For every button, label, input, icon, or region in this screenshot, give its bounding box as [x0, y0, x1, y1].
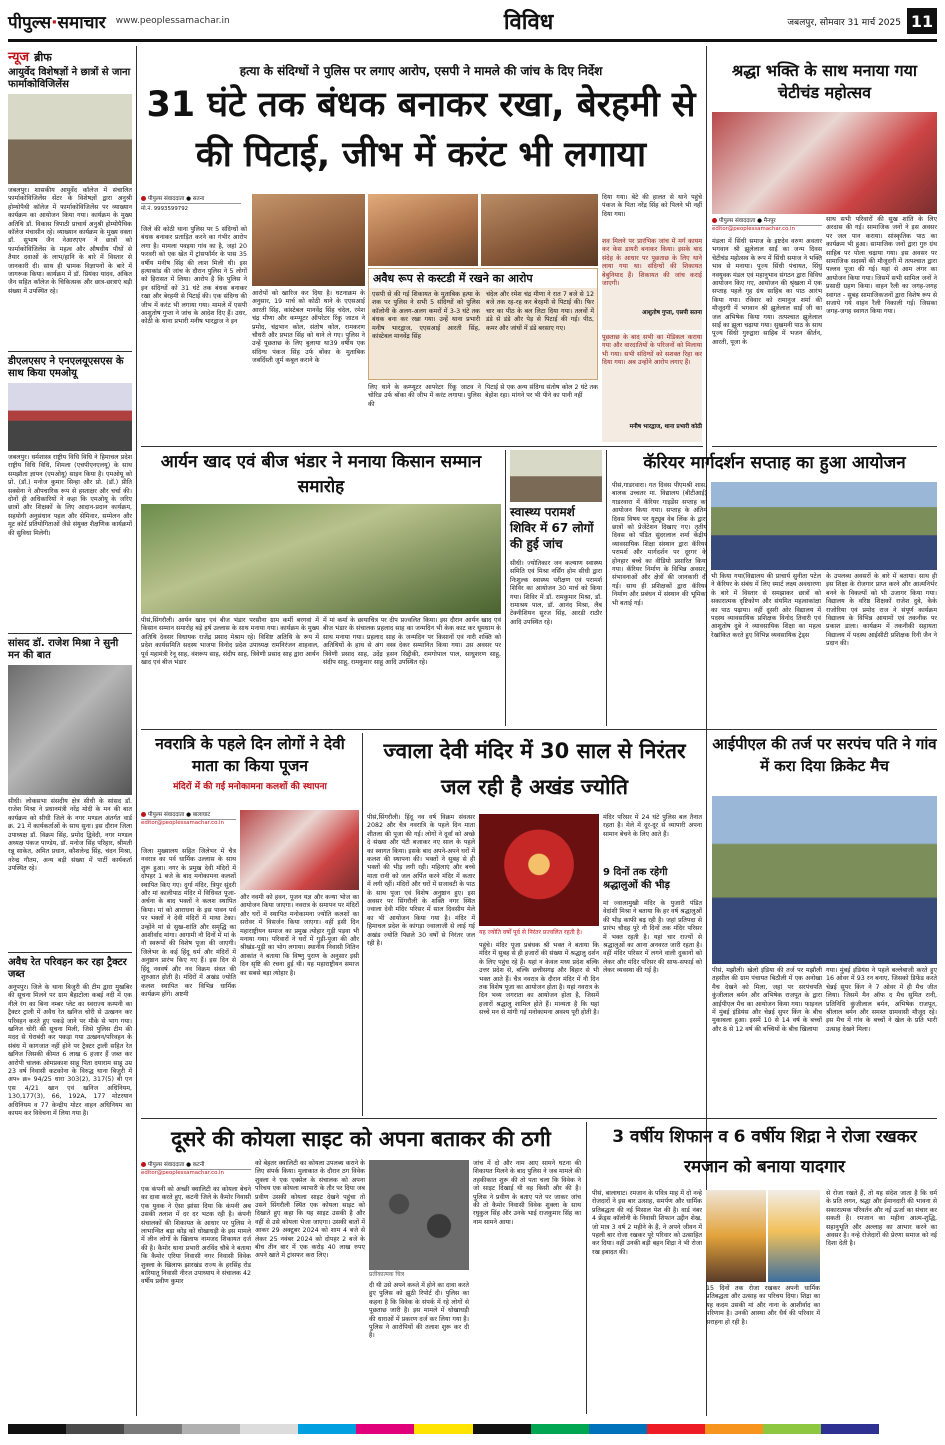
chetichand-headline: श्रद्धा भक्ति के साथ मनाया गया चेटीचंड महोत्सव	[731, 61, 918, 102]
color-swatch	[531, 1424, 589, 1434]
roza-photo-2	[768, 1190, 820, 1282]
navratri-byline-name: पीपुल्स संवाददाता	[148, 812, 185, 818]
roza-body-1: पीसं, बालाघाट। रमजान के पवित्र माह में दो नन्हे रोजदारों ने इस बार उत्साह, समर्पण और धार्मिक प्रतिबद्धता की नई मिसाल पेश की है। वार्ड नंबर 4 फ्रेंड्स कॉलोनी के निवासी शिफान उद्दीन शेख, जो मात्र 3 वर्ष 2 महीने के हैं, ने अपने जीवन में पहली बार रोजा रखकर पूरे परिवार को उत्साहित कर दिया। वहीं उनकी बड़ी बहन शिद्रा ने भी रोजा रख इबादत की।	[592, 1190, 705, 1256]
lead-body-4: पिटाई से एक अन्य संदिग्ध संतोष कोल 2 घंटे तक बेहोश रहा। मांगने पर भी पीने का पानी नहीं	[485, 384, 601, 400]
color-swatch	[589, 1424, 647, 1434]
lead-sub-box-title: अवैध रूप से कस्टडी में रखने का आरोप	[369, 269, 597, 288]
lead-quote-2	[602, 334, 705, 442]
color-swatch	[356, 1424, 414, 1434]
lead-photo-2	[368, 194, 478, 266]
coal-byline-box	[141, 1160, 251, 1184]
brand-logo	[8, 10, 106, 33]
color-swatch	[298, 1424, 356, 1434]
lead-sub-box-right: चंदेल और रमेश चंद्र मीणा ने रात 7 बजे से 12 बजे तक रह-रह कर बेरहमी से पिटाई की। फिर चार का पीठ के बल लिटा दिया गया। तलवों में डंडे से डंडे और पेड़ से पिटाई की गई। पीठ, कमर और जांघों में डंडे बरसाए गए।	[486, 291, 597, 332]
lead-quote-1-name: आशुतोष गुप्ता, एसपी सतना	[642, 310, 702, 316]
jwala-body-4: मां ज्वालामुखी मंदिर के पुजारी पंडित वेदांशी मिश्रा ने बताया कि हर वर्ष श्रद्धालुओं की भीड़ काफी बढ़ रही है। जहां प्रतिपदा से प्रारंभ चौदह पूरे नौ दिनों तक मंदिर परिसर में भक्त रहती है। यहां चार राज्यों से श्रद्धालुओं का आना अनवरत जारी रहता है। वहीं मंदिर परिसर में लगने वाली दुकानों को लेकर और मंदिर परिसर की साफ-सफाई को लेकर व्यवस्था की गई है।	[603, 900, 705, 975]
lead-sub-box-left: एसपी से की गई शिकायत के मुताबिक हत्या के शक पर पुलिस ने सभी 5 संदिग्धों को पुलिस कॉलोनी के अलग-अलग कमरों में 3-3 घंटे तक बंधक बना कर रखा गया। उन्हें थाना प्रभारी मनीष भारद्वाज, एएसआई आरती सिंह, कांस्टेबल मानवेंद्र सिंह	[372, 291, 483, 341]
chetichand-byline-name: पीपुल्स संवाददाता	[719, 218, 756, 224]
lead-headline: 31 घंटे तक बंधक बनाकर रखा, बेरहमी से की पिटाई, जीभ में करंट भी लगाया	[146, 85, 696, 175]
navratri-headline-box	[141, 733, 359, 803]
coal-body-1: एक कंपनी को अच्छी क्वालिटी का कोयला बेचने का दावा करते हुए, कटनी जिले के कैमोर निवासी एक युवक ने ऐसा झांसा दिया कि कंपनी अब उसकी तलाश में दर दर भटक रही है। कंपनी संचालकों की शिकायत के आधार पर पुलिस ने लाभान्वित बड़ा कोड़ को धोखाधड़ी के इस मामले में लीन लोगों के खिलाफ नामजद शिकायत दर्ज की है। कैमोर थाना प्रभारी अरविंद चौबे ने बताया कि कैमोर एरिया निवासी नगर निवासी विवेक शुक्ला के खिलाफ झारखंड राज्य के हरसिंह रोड बारियातू निवासी नीरज उपाध्याय ने संचालक 42 वर्षीय प्रवीण कुमार	[141, 1186, 254, 1286]
navratri-headline: नवरात्रि के पहले दिन लोगों ने देवी माता का किया पूजन	[155, 735, 345, 775]
lead-quote-1	[602, 238, 705, 330]
roza-headline-box	[592, 1122, 937, 1186]
jwala-headline-box	[367, 733, 702, 811]
roza-body-2: 15 दिनों तक रोजा रखकर अपनी धार्मिक प्रतिबद्धता और उत्साह का परिचय दिया। शिद्रा का यह कदम उसकी मां और नाना के आशीर्वाद का परिणाम है। उनकी आस्था और धैर्य की परिवार में सराहना हो रही है।	[706, 1285, 823, 1326]
news-brief-label	[8, 46, 132, 65]
masthead-rule	[8, 39, 937, 42]
career-photo	[711, 482, 937, 570]
color-swatch	[182, 1424, 240, 1434]
career-body-1: पीसं,गाडरवारा। गत दिवस पीएमश्री शास. बालक उच्चतर मा. विद्यालय (बीटीआई) गाडरवारा में कॅरियर गाइडेंस सप्ताह का आयोजन किया गया। सप्ताह के अंतिम दिवस विषय पर यूट्यूब वेब लिंक के द्वारा छात्रों को प्रेजेंटेशन दिखाए गए। तृतीय दिवस को पंडित सुंदरलाल शर्मा केंद्रीय व्यावसायिक शिक्षा संस्थान द्वारा कॅरियर परामर्श और मार्गदर्शन पर दूरगर के होनहार बच्चे का वीडियो प्रसारित किया गया। कॅरियर निर्माण के विभिन्न अवसर, संभावनाओं और क्षेत्रों की जानकारी दी गई। साथ ही प्रशिक्षकों द्वारा कॅरियर निर्माण और प्रबंधन में संस्थान की भूमिका भी बताई गई।	[612, 482, 710, 607]
color-swatch	[763, 1424, 821, 1434]
jwala-body-2: पहुंचे। मंदिर पूजा प्रबंधक श्री भक्त ने बताया कि मंदिर में सुबह से ही हजारों की संख्या में श्रद्धालु दर्शन के लिए पहुंच रहे हैं। यहां न केवल मध्य प्रदेश बल्कि उत्तर प्रदेश से, बल्कि छत्तीसगढ़ और बिहार से भी भक्त आते हैं। चैत्र नवरात्र के दौरान मंदिर में नौ दिन तक विशेष पूजा का आयोजन होता है। यहां नवरात्र के दिन भव्य जगराता का आयोजन होता है, जिसमें हजारों श्रद्धालु शामिल होते हैं। मान्यता है कि यहां सच्चे मन से मांगी गई मनोकामना अवश्य पूरी होती है।	[479, 942, 602, 1017]
kisan-headline: आर्यन खाद एवं बीज भंडार ने मनाया किसान सम्मान समारोह	[160, 452, 482, 497]
navratri-body-1: जिला मुख्यालय सहित जिलेभर में चैत्र नवरात्र का पर्व धार्मिक उल्लास के साथ शुरू हुआ। नगर के प्रमुख देवी मंदिरों में दोपहर 1 बजे के बाद मनोकामना कलशों स्थापित किए गए। दुर्गा मंदिर, त्रिपुर सुंदरी और मां कालीपाठ मंदिर में विधिवत पूजा-अर्चना के बाद भक्तों ने कलश स्थापित किया। मां को आराधना के इस पावन पर्व पर भक्तों ने देवी मंदिरों में माथा टेका। उन्होंने मां से सुख-शांति और समृद्धि का आशीर्वाद मांगा। आगामी नौ दिनों में मां के नौ स्वरूपों की विशेष पूजा की जाएगी। जिलेभर के कई हिंदू धर्म और मंदिरों में अनुष्ठान प्रारंभ किए गए हैं। इस दिन से हिंदू नववर्ष और नव विक्रम संवत की शुरुआत होती है। मंदिरों में अखंड ज्योति कलश स्थापित कर विभिन्न धार्मिक कार्यक्रम होंगे। अष्टमी	[141, 848, 239, 998]
chetichand-body-2: साथ सभी परिवारों की सुख शांति के लिए अरदास की गई। सामाजिक जनों ने इस अवसर पर जल पान कराया। सांस्कृतिक पाठ का कार्यक्रम भी हुआ। सामाजिक जनों द्वारा गुरु ग्रंथ साहिब पर पोला चढ़ाया गया। इस अवसर पर सामाजिक सदस्यों की मौजूदगी में तत्पश्चात द्वारा पल्लव पूजा की गई। यहां से आम लंगर का आयोजन किया गया। जिसमें सभी सामिल जनों ने प्रसादी ग्रहण किया। वाहन रैली का जगह-जगह स्वागत - सुबह सामाजिकजनों द्वारा विशेष रूप से सजाये गये वाहन रैली निकाली गई। जिसका जगह-जगह स्वागत किया गया।	[826, 216, 940, 316]
news-brief-word: न्यूज	[8, 50, 30, 65]
dateline: जबलपुर, सोमवार 31 मार्च 2025	[787, 17, 901, 28]
ipl-body-2: गया। मुंबई इंडियंस ने पहले बल्लेबाजी करते हुए 16 ओवर में 93 रन बनाए, जिसको डिफेंड करते चेन्नई सुपर किंग ने 7 ओवर में ही मैच जीत लिया। जिसमें मैन ऑफ द मैच सुमित रानी, प्रतिनिधि कुंजीलाल बर्मन, अभिषेक राजपूत, श्रीलाल बर्मन और समस्त ग्रामवासी मौजूद रहे। इस मैच में गांव के बच्चों ने खेल के प्रति भारी उत्साह देखने मिला।	[826, 967, 940, 1033]
lead-photo-3	[481, 194, 598, 266]
section-title: विविध	[503, 10, 554, 35]
lead-quote-2-name: मनीष भारद्वाज, थाना प्रभारी कोठी	[629, 424, 702, 430]
ipl-photo	[712, 796, 937, 964]
chetichand-photo	[712, 112, 937, 214]
lead-byline-name: पीपुल्स संवाददाता	[148, 196, 185, 202]
coal-photo	[369, 1160, 469, 1270]
jwala-sub-box	[603, 866, 702, 898]
color-swatch	[705, 1424, 763, 1434]
side-story2-headline: डीएलएसए ने एनएलयूएसएस के साथ किया एमओयू	[8, 356, 124, 379]
lead-body-1: जिले की कोठी थाना पुलिस पर 5 संदिग्धों को बंधक बनाकर प्रताड़ित करने का गंभीर आरोप लगा है। मामला पवइया गांव का है, जहां 20 फरवरी को एक खेत में ट्रांसफॉर्मर के पास 35 वर्षीय मनीष सिंह की लाश मिली थी। इस हत्याकांड की जांच के दौरान पुलिस ने 5 लोगों को हिरासत में लिया। आरोप है कि पुलिस ने इन संदिग्धों को 31 घंटे तक बंधक बनाकर रखा और बेरहमी से पिटाई की। एक संदिग्ध की जीभ में करंट भी लगाया गया। मामले में एसपी आशुतोष गुप्ता ने जांच के आदेश दिए हैं। उधर, कोठी के थाना प्रभारी मनीष भारद्वाज ने इन	[141, 226, 250, 326]
color-swatch	[66, 1424, 124, 1434]
coal-byline: पीपुल्स संवाददाता ● कटनी	[141, 1160, 251, 1170]
ipl-body-1: पीसं, मझौली। खेलो इंडिया की तर्ज पर मझौली तहसील की ग्राम पंचायत बिठौली में एक अनोखा मैच देखने को मिला, जहां पर सरपंचपति कुंजीलाल बर्मन और अभिषेक राजपूत के द्वारा आईपीएल मैच का आयोजन किया गया। फाइनल में मुंबई इंडियंस और चेन्नई सुपर किंग के बीच मुकाबला हुआ। इसमें 10 से 14 वर्ष के बच्चों और 8 से 12 वर्ष की बच्चियों के बीच खिलाया	[712, 967, 825, 1033]
coal-email[interactable]: editor@peoplessamachar.co.in	[141, 1170, 224, 1176]
coal-body-3: जांच में दो और नाम आए सामने घटना की शिकायत मिलने के बाद पुलिस ने जब मामले की तहकीकात शुरू की तो पता चला कि विवेक ने जो साइट दिखाई थी वह किसी और की है। पुलिस ने प्रवीण के बताए पते पर जाकर जांच की तो कैमोर निवासी विवेक शुक्ला के साथ रघुकुल सिंह और उनके भाई राजकुमार सिंह का नाम सामने आया।	[473, 1160, 584, 1226]
brand-mark: ·	[51, 12, 58, 33]
lead-quote-2-text: पूछताछ के बाद सभी का मेडिकल कराया गया और वारदातियों के परिजनों को मिलाया भी गया। सभी संदिग्धों को सशक्त रिहा कर दिया गया। अब उन्होंने आरोप लगाए हैं।	[602, 334, 705, 367]
side-story1-headline: आयुर्वेद विशेषज्ञों ने छात्रों से जाना फार्माकोविजिलेंस	[8, 67, 131, 90]
lead-phone: मो.नं. 9993599792	[141, 206, 189, 212]
masthead	[8, 6, 937, 36]
lead-sub-box	[368, 268, 598, 380]
navratri-byline: पीपुल्स संवाददाता ● बालाघाट	[141, 810, 236, 820]
side-story1-body: जबलपुर। शासकीय आयुर्वेद कॉलेज में संचालित फार्माकोविजिलेंस सेंटर के विशेषज्ञों द्वारा अनुश्री होम्योपैथी कॉलेज में फार्माकोविजिलेंस पर व्याख्यान कार्यक्रम का आयोजन किया गया। कार्यक्रम के मुख्य अतिथि डॉ. विकास त्रिपाठी प्राचार्य अनुश्री होम्योपैथिक कॉलेज मंचासीन रहे। व्याख्यान कार्यक्रम के मुख्य वक्ता डॉ. सुभाष जैन नेआरएएन ने छात्रों को फार्माकोविजिलेंस के महत्व और औषधीय पौधों से तैयार दवाओं के लाभ/हानि के बारे में विस्तार से जानकारी दी। साथ ही भ्रामक विज्ञापनों के बारे में जागरूक किया। कार्यक्रम में डॉ. प्रियंका यादव, अंकित जैन सहित कॉलेज के चिकित्सक और छात्र-छात्राएं बड़ी संख्या में उपस्थित रहे।	[8, 187, 135, 295]
navratri-subhead: मंदिरों में की गई मनोकामना कलशों की स्थापना	[173, 782, 327, 792]
ipl-headline: आईपीएल की तर्ज पर सरपंच पति ने गांव में करा दिया क्रिकेट मैच	[712, 735, 937, 775]
lead-body-3: लिए थाने के कम्प्यूटर आपरेटर रिंकू जाटव ने चोरिङ उर्फ बोंका की जीभ में करंट लगाया। पुलिस की	[368, 384, 484, 408]
kisan-body-right: में मां कर्मा के छायाचित्र पर दीप प्रज्वलित किया। इस दौरान आर्यन खाद एवं बीज भंडार के संचालक प्रहलाद साह का जन्मदिन भी केक काट कर धूमधाम के साथ मनाया गया। प्रहलाद साह के जन्मदिन पर किसानों एवं नारी शक्ति को अतिथियों के हाथ से अंग वस्त्र देकर सम्मानित किया गया। उस अवसर पर त्रिवेणी प्रसाद साह, उदेंद्र हसन सिद्दीकी, रामगोपाल पाल, साधुशरण साहू, संदीप साहू, रामकुमार साहू आदि उपस्थित रहे।	[323, 617, 504, 667]
coal-headline-box	[141, 1122, 581, 1158]
page-number: 11	[907, 8, 937, 34]
chetichand-email[interactable]: editor@peoplessamachar.co.in	[712, 226, 795, 232]
lead-byline-place: सतना	[192, 196, 205, 202]
color-swatch	[821, 1424, 879, 1434]
brand-name: पीपुल्स	[8, 12, 52, 33]
color-swatch	[8, 1424, 66, 1434]
coal-headline: दूसरे की कोयला साइट को अपना बताकर की ठगी	[171, 1127, 551, 1151]
coal-body-2: को बेहतर क्वालिटी का कोयला उपलब्ध कराने के लिए संपर्क किया। मुलाकात के दौरान ठग विवेक शुक्ला ने एक एक्सेल के संचालक को अपना परिचय एक कोयला व्यापारी के तौर पर दिया जब प्रवीण उसकी कोयला साइट देखने पहुंचा तो उसने सिंगरौली स्थित एक कोयला साइट को दिखाते हुए कहा कि यह साइट उसकी है और वहीं से उसे कोयला भेजा जाएगा। उसकी बातों में आकर 29 अक्टूबर 2024 को शाम 4 बजे से लेकर 25 नवंबर 2024 को दोपहर 2 बजे के बीच तीन बार में एक करोड़ 40 लाख रुपए अपने खाते में ट्रांसफर करा लिए।	[255, 1160, 368, 1260]
health-camp-photo	[510, 450, 602, 502]
side-story3-body: सीधी। लोकसभा संसदीय क्षेत्र सीधी के सांसद डॉ. राजेश मिश्रा ने प्रधानमंत्री नरेंद्र मोदी के मन की बात कार्यक्रम को सीधी जिले के नगर मण्डल अंतर्गत वार्ड क्र. 21 में कार्यकर्ताओं के साथ सुना। इस दौरान जिला उपाध्यक्ष डॉ. विक्रम सिंह, प्रमोद द्विवेदी, नगर मण्डल अध्यक्ष पंकज पाण्डेय, डॉ. मनोज सिंह परिहार, श्रीमती रन्नू साकेत, अमित प्रधान, कौशलेन्द्र सिंह, चंदन मिश्रा, नरेन्द्र गौतम, अन्य बड़ी संख्या में पार्टी कार्यकर्ता उपस्थित रहे।	[8, 798, 135, 873]
roza-photo-1	[706, 1190, 766, 1282]
color-swatch	[647, 1424, 705, 1434]
jwala-headline: ज्वाला देवी मंदिर में 30 साल से निरंतर जल रही है अखंड ज्योति	[383, 739, 686, 799]
lead-kicker-text: हत्या के संदिग्धों ने पुलिस पर लगाए आरोप, एसपी ने मामले की जांच के दिए निर्देश	[239, 64, 603, 78]
coal-byline-place: कटनी	[192, 1162, 205, 1168]
lead-quote-1-text: शव मिलने पर प्रारंभिक जांच में मर्ग कायम कर केस डायरी बनाकर किया। इसके बाद संदेह के आधार पर पूछताछ के लिए थाने लाया गया था। संदिग्धों की शिकायत बेबुनियाद हैं। शिकायत की जांच कराई जाएगी।	[602, 238, 705, 288]
side-story3-photo	[8, 665, 132, 795]
lead-body-5: दिया गया। बेटे की हालत से थाने पहुंचे पंकज के पिता नरेंद्र सिंह को पिलने भी नहीं दिया गया।	[602, 194, 705, 218]
navratri-byline-place: बालाघाट	[192, 812, 211, 818]
career-body-2: भी किया गया(विद्यालय की प्राचार्य सुनीता पटेल ने कॅरियर के संबंध में लिए स्मार्ट लक्ष्य अवधारणा के बारे में विस्तार से समझाकर छात्रों को सकारात्मक दृष्टिकोण और संयमित महत्वाकांक्षा का पाठ पढ़ाया। वहीं दूसरी ओर विद्यालय में पदस्थ व्यावसायिक प्रशिक्षक विनोद तिवारी एवं आशुतोष दुबे ने व्यावसायिक शिक्षा का महत्व रेखांकित करते हुए विभिन्न व्यवसायिक ट्रेड्स	[711, 573, 824, 639]
chetichand-byline: पीपुल्स संवाददाता ● मैनपुर	[712, 216, 822, 226]
ipl-headline-box	[712, 733, 937, 793]
career-headline-box	[612, 450, 937, 480]
coal-byline-name: पीपुल्स संवाददाता	[148, 1162, 185, 1168]
navratri-body-2: और नवमी को हवन, पूजन यज्ञ और कन्या भोज का आयोजन किया जाएगा। नवरात्र के समापन पर मंदिरों और घरों में स्थापित मनोकामना ज्योति कलशों का सरोवर में विसर्जन किया जाएगा। वहीं इसी दिन महाराष्ट्रीयन समाज का प्रमुख त्योहार गुड़ी पड़वा भी मनाया गया। परिवारों ने घरों में गुड़ी-पूजा की और श्रीखंड-पूड़ी का भोग लगाया। स्थानीय निवासी नितिन आकांत ने बताया कि विष्णु पुराण के अनुसार इसी दिन सृष्टि की रचना हुई थी। यह महाराष्ट्रीयन समाज का सबसे बड़ा त्योहार है।	[240, 894, 362, 977]
side-story4-body: अनूपपुर। जिले के थाना बिजुरी की टीम द्वारा मुखबिर की सूचना मिलने पर ग्राम बैहाटोला कबई नदी में एक नीले रंग का बिना नम्बर प्लेट का स्वराज्य कम्पनी का ट्रैक्टर ट्राली में अवैध रेत खनिज चोरी से उत्खनन कर परिवहन करते हुए पकड़े जाने पर मौके से भाग गया। खनिज चोरी की सूचना मिली, जिसे पुलिस टीम की मदद से घेराबंदी कर पकड़ा गया उत्खनन/परिवहन के संबंध में कागजात नहीं होने पर ट्रैक्टर ट्राली सहित रेत खनिज जिसकी कीमत 6 लाख 6 हजार हैं जब्त कर आरोपी चालक ओमप्रकाश साहू पिता दयाराम साहू उम्र 23 वर्ष निवासी कटकोना के विरुद्ध थाना बिजुरी में अप० क्र० 94/25 धारा 303(2), 317(5) बी एन एस 4/21 खान एवं खनिज अधिनियम, 130,177(3), 66, 192A, 177 मोटरयान अधिनियम व 77 केन्द्रीय मोटर वाहन अधिनियम का कायम कर विवेचना में लिया गया है।	[8, 984, 135, 1118]
color-swatches	[8, 1424, 937, 1434]
health-camp-headline: स्वास्थ्य परामर्श शिविर में 67 लोगों की हुई जांच	[510, 505, 594, 551]
kisan-photo	[141, 504, 501, 614]
navratri-email[interactable]: editor@peoplessamachar.co.in	[141, 820, 224, 826]
chetichand-body-1: मंडला में सिंधी समाज के इष्टदेव वरुण अवतार भगवान श्री झूलेलाल साईं का जन्म दिवस चेटीचंड महोत्सव के रूप में सिंधी समाज ने भक्ति भाव से मनाया। पूज्य सिंधी पंचायत, सिंधु नवयुवक मंडल एवं महानुभाव संगठन द्वारा विविध आयोजन किए गए, आयोजन की श्रृंखला में एक सप्ताह पहले गृह ग्रंथ साहिब का पाठ आरंभ किया गया। रविवार को रामानुज शर्मा की मौजूदगी में भगवान श्री झूलेलाल साईं जी का जल अभिषेक किया गया। तत्पश्चात झूलेलाल साईं का झूला चढ़ाया गया। सुखमनी पाठ के साथ पूज्य सिंधी गुरुद्वारा साहिब में भजन कीर्तन, आरती, पूजा के	[712, 238, 825, 346]
jwala-caption: यह ज्योति वर्षों पूर्व से निरंतर प्रज्वलित रहती है।	[479, 929, 583, 936]
left-column	[8, 46, 135, 1416]
jwala-photo	[479, 814, 599, 926]
coal-caption: प्रतीकात्मक चित्र	[369, 1271, 405, 1278]
navratri-byline-box	[141, 810, 236, 844]
career-headline: कॅरियर मार्गदर्शन सप्ताह का हुआ आयोजन	[643, 453, 906, 473]
jwala-body-3: मंदिर परिसर में 24 घंटे पुलिस बल तैनात रहता है। मेले में दूर-दूर से व्यापारी अपना सामान बेचने के लिए आते हैं।	[603, 814, 705, 838]
jwala-subhead: 9 दिनों तक रहेगी श्रद्धालुओं की भीड़	[603, 867, 670, 891]
lead-body-2: आरोपों को खारिज कर दिया है। घटनाक्रम के अनुसार, 19 मार्च को कोठी थाने के एएसआई आरती सिंह, कांस्टेबल मानवेंद्र सिंह चंदेल, रमेश चंद्र मीणा और कम्प्यूटर ऑपरेटर रिंकू जाटव ने प्रमोद, चंद्रभान कोल, संतोष कोल, रामकरण चौधरी और प्रभात सिंह को थाने ले गए। पुलिस ने उन्हें पूछताछ के लिए बुलाया था39 वर्षीय एक संदिग्ध पंकज सिंह उर्फ बोंका के मुताबिक जबर्दिस्ती जुर्म कबूल कराने के	[252, 290, 368, 365]
lead-byline-box	[141, 194, 241, 224]
kisan-body-left: पीसं,सिंगरौली। आर्यन खाद एवं बीज भंडार परसौना ग्राम कर्मी बरगवां में किसान सम्मान समारोह बड़े हर्ष उल्लास के साथ मनाया गया। कार्यक्रम के मुख्य अतिथि देवसर विधायक राजेंद्र प्रसाद मेश्राम रहे। विशिष्ट अतिथि के रूप में प्रदेश कार्यसमिति सदस्य भाजपा विनोद प्रदेश उपाध्यक्ष रामनिरंजन शाहवाल, पूर्व महामंत्री रेनू साह, वंशरूप साह, संदीप साह, त्रिवेणी प्रसाद साह द्वारा आर्यन खाद एवं बीज भंडार	[141, 617, 322, 667]
side-story1-photo	[8, 94, 132, 184]
health-camp-headline-box	[510, 504, 602, 556]
chetichand-byline-box	[712, 216, 822, 236]
color-registration-strip	[8, 1424, 937, 1434]
lead-kicker	[141, 60, 701, 76]
side-story2-photo	[8, 383, 132, 451]
news-brief-word-2: ब्रीफ	[34, 51, 52, 64]
side-story2-body: जबलपुर। धर्मशास्त्र राष्ट्रीय विधि विधि ने हिमाचल प्रदेश राष्ट्रीय विधि विधि, शिमला (एचपीएनएलयू) के साथ समझौता ज्ञापन (एमओयू) साइन किया है। एमओयू को प्रो. (डॉ.) मनोज कुमार सिन्हा और प्रो. (डॉ.) प्रीति सक्सेना ने औपचारिक रूप से हस्ताक्षर और चर्चा की। दोनों ही अधिकारियों ने कहा कि एमओयू के जरिए छात्रों और शिक्षकों के लिए आदान-प्रदान कार्यक्रम, सहयोगी अनुसंधान पहल और सेमिनार, सम्मेलन और मूट कोर्ट प्रतियोगिताओं जैसे संयुक्त शैक्षणिक कार्यक्रमों की सुविधा मिलेगी।	[8, 454, 135, 537]
website-link[interactable]: www.peoplessamachar.in	[115, 16, 230, 26]
color-swatch	[473, 1424, 531, 1434]
chetichand-byline-place: मैनपुर	[763, 218, 776, 224]
roza-headline: 3 वर्षीय शिफान व 6 वर्षीय शिद्रा ने रोजा रखकर रमजान को बनाया यादगार	[612, 1127, 917, 1177]
kisan-headline-box	[141, 450, 501, 502]
lead-byline: पीपुल्स संवाददाता ● सतना	[141, 194, 241, 204]
color-swatch	[414, 1424, 472, 1434]
roza-body-3: से रोजा रखते हैं, तो यह संदेश जाता है कि धर्म के प्रति लगन, श्रद्धा और ईमानदारी की भावना से सकारात्मक परिवर्तन और नई ऊर्जा का संचार कर सकती है। रमजान का महीना आत्म-शुद्धि, सहानुभूति और अल्लाह का आभार करने का अवसर है। नन्हे रोजेदारों की प्रेरणा समाज को नई दिशा देती है।	[826, 1190, 940, 1248]
navratri-photo	[240, 810, 359, 890]
lead-photo-1	[252, 194, 365, 286]
lead-headline-box	[141, 80, 701, 190]
color-swatch	[124, 1424, 182, 1434]
color-swatch	[879, 1424, 937, 1434]
jwala-body-1: पीसं,सिंगरौली। हिंदू नव वर्ष विक्रम संवत्सर 2082 और चैत्र नवरात्रि के पहले दिन माता शीतला की पूजा की गई। लोगों ने दूर्वां को अच्छे दे संख्या और पंटी बजाकर नए साल के पहले का स्वागत किया। इसके बाद अपने-अपने घरों में कलश की स्थापना की। भक्तों ने सुबह से ही भक्तों की भीड़ लगी रही। महिलाएं और बच्चे माता रानी को जल अर्पित करने मंदिर में कतार में लगी रहीं। मंदिरों और घरों में सजावटी के पाठ के साथ पूजा एवं विशेष अनुष्ठान हुए। इस अवसर पर सिंगरौली के शक्ति नगर स्थित ज्वाला देवी मंदिर परिसर में साल दिवसीय मेले का भी आयोजन किया गया है। मंदिर में हिमाचल प्रदेश के कांगड़ा ज्वालाजी से लाई गई अखंड ज्योति पिछले 30 वर्षों से निरंतर जल रही है।	[367, 814, 478, 948]
health-camp-body: सीधी। ज्योतिकार जन कल्याण स्वास्थ्य समिति एवं मिश्रा नर्सिंग होम सीधी द्वारा निःशुल्क स्वास्थ्य परीक्षण एवं परामर्श शिविर का आयोजन 30 मार्च को किया गया। शिविर में डॉ. रामकुमार मिश्रा, डॉ. रामाश्रय पाल, डॉ. आनंद मिश्रा, लैब टेक्नीशियन सुरज सिंह, आरडी राठौर आदि उपस्थित रहे।	[510, 560, 605, 626]
brand-name-2: समाचार	[57, 12, 106, 33]
color-swatch	[240, 1424, 298, 1434]
career-body-3: के उपलब्ध अवसरों के बारे में बताया। साथ ही इस शिक्षा के रोजगार प्राप्त करने और आत्मनिर्भर बनने के विकल्पों को भी उजागर किया गया। विद्यालय के वरिष्ठ शिक्षकों राजेश दुबे, केके राजोरिया एवं प्रमोद राज ने संपूर्ण कार्यक्रम विद्यालय के विभिन्न आयामों एवं तकनीक पर प्रकाश डाला। कार्यक्रम में तकनीकी सहायता विद्यालय में पदस्थ आईसीटी प्रशिक्षक रिनी जैन ने प्रदान की।	[826, 573, 940, 648]
side-story3-headline: सांसद डॉ. राजेश मिश्रा ने सुनी मन की बात	[8, 638, 119, 661]
chetichand-headline-box	[712, 60, 937, 108]
side-story4-headline: अवैध रेत परिवहन कर रहा ट्रैक्टर जब्त	[8, 957, 127, 980]
coal-body-4: दी थी उसे अपने कब्जे में होने का दावा करते हुए पुलिस को झूठी रिपोर्ट दी। पुलिस का कहना है कि विवेक के संपर्क में रहे लोगों से पूछताछ जारी है। इस मामले में धोखाधड़ी की धाराओं में प्रकरण दर्ज कर लिया गया है। पुलिस ने आरोपियों की तलाश शुरू कर दी है।	[369, 1282, 472, 1340]
